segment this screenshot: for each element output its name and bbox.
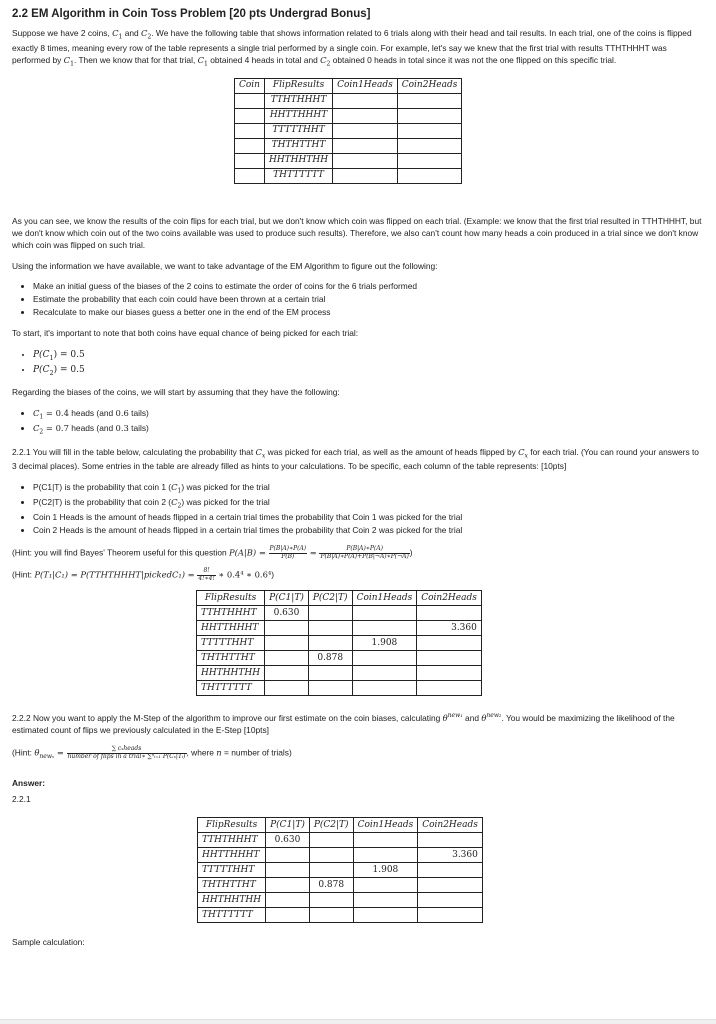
m-step-hint: (Hint: $\theta_{new_x}$ = $\frac{\text{∑ cₓheads}}{\text{number of flips in a trial∗ ∑ⁿᵢ₌₁ P(Cₓ|Tᵢ)}}$ , where n = number of trials) bbox=[12, 745, 292, 761]
list-item: • $P(C_1) = 0.5$ bbox=[33, 349, 704, 363]
list-item: • $P(C_2) = 0.5$ bbox=[33, 364, 704, 378]
table-row: HHTHHTHH bbox=[235, 153, 462, 168]
table-header-row: FlipResults P(C1|T) P(C2|T) Coin1Heads Coin2Heads bbox=[197, 591, 482, 606]
bayes-hint: (Hint: you will find Bayes' Theorem useful for this question P(A|B) = $\frac{P(B|A)∗P(A)}{P(B)}$ = $\frac{P(B|A)∗P(A)}{P(B|A)∗P(A)+P(B|\neg A)∗P(\neg A)}$ ) bbox=[12, 545, 413, 560]
e-step-table bbox=[196, 590, 482, 696]
list-item: • P(C2|T) is the probability that coin 2 $(C_2)$ was picked for the trial bbox=[33, 497, 704, 511]
question-222: 2.2.2 Now you want to apply the M-Step of the algorithm to improve our first estimate on the coin biases, calculating $\theta^{new_1}$ and $\theta^{new_2}$. You would be maximizing the likelihood of the estimated count of flips we previously calculated in the E-Step [10pts] bbox=[12, 712, 675, 736]
list-item: • $C_2 = 0.7$ heads (and 0.3 tails) bbox=[33, 423, 704, 437]
priors-list bbox=[12, 349, 704, 378]
table-row: HHTTHHHT bbox=[235, 108, 462, 123]
list-item: • Coin 2 Heads is the amount of heads flipped in a certain trial times the probability that Coin 2 was picked for the trial bbox=[33, 525, 704, 537]
list-item: • Estimate the probability that each coin could have been thrown at a certain trial bbox=[33, 294, 704, 306]
table-row: THTHTTHT bbox=[235, 138, 462, 153]
table-row: THTHTTHT 0.878 bbox=[198, 878, 483, 893]
columns-description-list bbox=[12, 482, 704, 537]
page-title: 2.2 EM Algorithm in Coin Toss Problem [20 pts Undergrad Bonus] bbox=[12, 8, 371, 20]
biases-intro: Regarding the biases of the coins, we will start by assuming that they have the following: bbox=[12, 387, 340, 398]
em-goals-list bbox=[12, 281, 704, 319]
table-row: THTTTTTT bbox=[235, 168, 462, 183]
table-row: THTHTTHT 0.878 bbox=[197, 651, 482, 666]
explanation-paragraph: As you can see, we know the results of the coin flips for each trial, but we don't know which coin was flipped on each trial. (Example: we know that the first trial resulted in TTHTHHHT, but we don't know which coin out of the two coins available was used to produce such results). Therefore, we also can't count how many heads a coin produced in a trial since we don't know which coin was flipped on such trial. bbox=[12, 215, 702, 250]
priors-intro: To start, it's important to note that both coins have equal chance of being picked for each trial: bbox=[12, 328, 359, 339]
table-row: TTTTTHHT bbox=[235, 123, 462, 138]
list-item: • P(C1|T) is the probability that coin 1 $(C_1)$ was picked for the trial bbox=[33, 482, 704, 496]
likelihood-hint: (Hint: P(T₁|C₁) = P(TTHTHHHT|pickedC₁) = $\frac{8!}{4!∗4!}$ ∗ 0.4⁴ ∗ 0.6⁴) bbox=[12, 567, 275, 582]
list-item: • Recalculate to make our biases guess a better one in the end of the EM process bbox=[33, 307, 704, 319]
intro-paragraph: Suppose we have 2 coins, $C_1$ and $C_2$. We have the following table that shows information related to 6 trials along with their head and tail results. In each trial, one of the coins is flipped exactly 8 times, meaning every row of the table represents a single trial performed by a single coin. For example, let's say we knew that the first trial with results TTHTHHHT was performed by $C_1$. Then we know that for that trial, $C_1$ obtained 4 heads in total and $C_2$ obtained 0 heads in total since it was not the one flipped on this specific trial. bbox=[12, 28, 692, 68]
biases-list bbox=[12, 408, 704, 438]
table-row: TTHTHHHT bbox=[235, 93, 462, 108]
table-row: TTHTHHHT 0.630 bbox=[198, 833, 483, 848]
sample-calculation-label: Sample calculation: bbox=[12, 937, 85, 948]
trials-table bbox=[234, 78, 462, 184]
table-row: THTTTTTT bbox=[197, 681, 482, 696]
table-row: TTHTHHHT 0.630 bbox=[197, 606, 482, 621]
table-header-row: FlipResults P(C1|T) P(C2|T) Coin1Heads Coin2Heads bbox=[198, 818, 483, 833]
list-item: • Coin 1 Heads is the amount of heads flipped in a certain trial times the probability that Coin 1 was picked for the trial bbox=[33, 512, 704, 524]
answer-table bbox=[197, 817, 483, 923]
answer-subsection: 2.2.1 bbox=[12, 793, 31, 804]
question-221: 2.2.1 You will fill in the table below, calculating the probability that $C_x$ was picked for each trial, as well as the amount of heads flipped by $C_x$ for each trial. (You can round your answers to 3 decimal places). Some entries in the table are already filled as hints to your calculations. To be specific, each column of the table represents: [10pts] bbox=[12, 446, 699, 471]
answer-label: Answer: bbox=[12, 777, 46, 788]
list-item: • $C_1 = 0.4$ heads (and 0.6 tails) bbox=[33, 408, 704, 422]
table-header-row: Coin FlipResults Coin1Heads Coin2Heads bbox=[235, 78, 462, 93]
list-item: • Make an initial guess of the biases of the 2 coins to estimate the order of coins for the 6 trials performed bbox=[33, 281, 704, 293]
em-goals-intro: Using the information we have available, we want to take advantage of the EM Algorithm to figure out the following: bbox=[12, 260, 438, 271]
table-row: HHTHHTHH bbox=[197, 666, 482, 681]
table-row: THTTTTTT bbox=[198, 908, 483, 923]
table-row: HHTTHHHT 3.360 bbox=[198, 848, 483, 863]
table-row: HHTTHHHT 3.360 bbox=[197, 621, 482, 636]
table-row: HHTHHTHH bbox=[198, 893, 483, 908]
page-bottom-divider bbox=[0, 1019, 716, 1024]
table-row: TTTTTHHT 1.908 bbox=[197, 636, 482, 651]
table-row: TTTTTHHT 1.908 bbox=[198, 863, 483, 878]
